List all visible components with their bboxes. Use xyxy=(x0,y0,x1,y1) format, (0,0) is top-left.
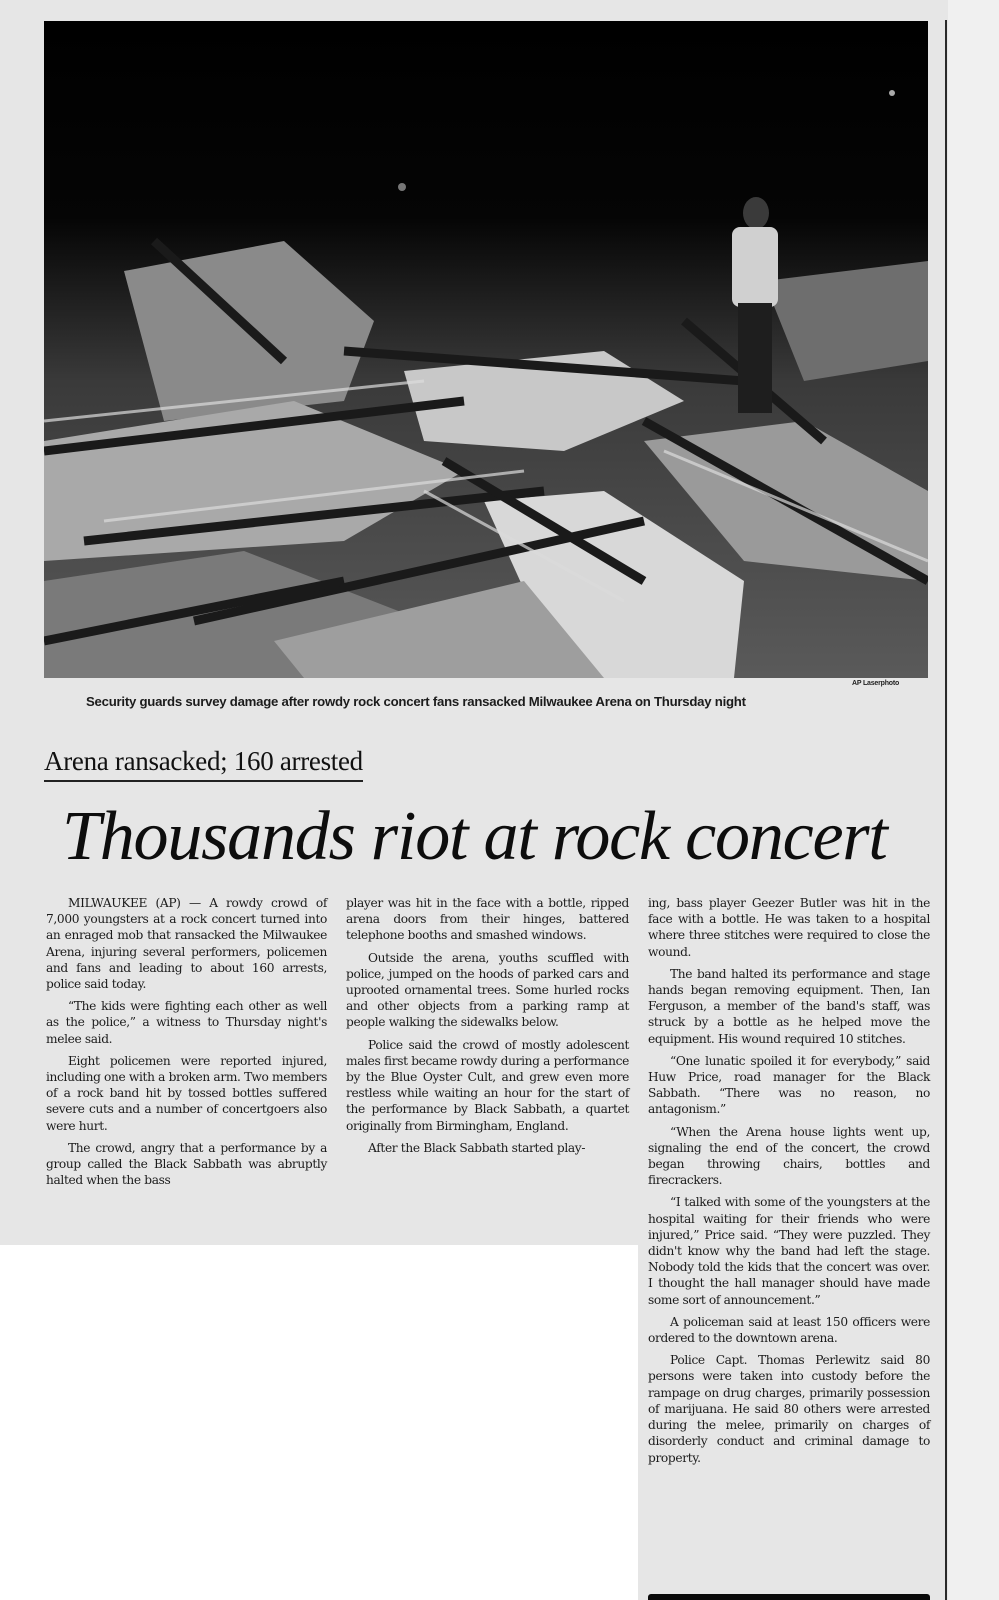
photo-caption: Security guards survey damage after rowdy rock concert fans ransacked Milwaukee Arena on Thursday night xyxy=(86,694,746,709)
paragraph: “When the Arena house lights went up, signaling the end of the concert, the crowd began throwing chairs, bottles and firecrackers. xyxy=(648,1124,930,1188)
blank-cropped-area xyxy=(0,1245,638,1600)
next-photo-edge xyxy=(648,1594,930,1600)
column-rule xyxy=(945,20,947,1600)
right-margin xyxy=(948,0,999,1600)
paragraph: MILWAUKEE (AP) — A rowdy crowd of 7,000 youngsters at a rock concert turned into an enraged mob that ransacked the Milwaukee Arena, injuring several performers, policemen and fans and leading to about 160 arrests, police said today. xyxy=(46,896,327,992)
paragraph: Outside the arena, youths scuffled with police, jumped on the hoods of parked cars and uprooted ornamental trees. Some hurled rocks and other objects from a parking ramp at people walking the sidewalks below. xyxy=(346,950,629,1030)
paragraph: After the Black Sabbath started play- xyxy=(368,1140,586,1155)
article-column-3 xyxy=(648,895,930,1472)
paragraph: “The kids were fighting each other as well as the police,” a witness to Thursday night's melee said. xyxy=(46,999,327,1046)
article-column-2 xyxy=(346,895,629,1162)
arena-wreckage-image xyxy=(44,21,928,678)
kicker-headline: Arena ransacked; 160 arrested xyxy=(44,746,363,782)
article-column-1 xyxy=(46,895,327,1194)
paragraph: “One lunatic spoiled it for everybody,” said Huw Price, road manager for the Black Sabbath. “There was no reason, no antagonism.” xyxy=(648,1053,930,1117)
paragraph: player was hit in the face with a bottle, ripped arena doors from their hinges, battered telephone booths and smashed windows. xyxy=(346,896,629,943)
main-headline: Thousands riot at rock concert xyxy=(62,798,887,875)
paragraph: The crowd, angry that a performance by a group called the Black Sabbath was abruptly halted when the bass xyxy=(46,1140,327,1188)
paragraph: The band halted its performance and stage hands began removing equipment. Then, Ian Ferguson, a member of the band's staff, was struck by a bottle as he helped move the equipment. His wound required 10 stitches. xyxy=(648,966,930,1046)
news-photo xyxy=(44,21,928,678)
paragraph: Police said the crowd of mostly adolescent males first became rowdy during a performance by the Blue Oyster Cult, and grew even more restless while waiting an hour for the start of the performance by Black Sabbath, a quartet originally from Birmingham, England. xyxy=(346,1037,629,1133)
paragraph: Police Capt. Thomas Perlewitz said 80 persons were taken into custody before the rampage on drug charges, primarily possession of marijuana. He said 80 others were arrested during the melee, primarily on charges of disorderly conduct and criminal damage to property. xyxy=(648,1353,930,1465)
photo-credit: AP Laserphoto xyxy=(852,680,900,687)
paragraph: Eight policemen were reported injured, including one with a broken arm. Two members of a rock band hit by tossed bottles suffered severe cuts and a number of concertgoers also were hurt. xyxy=(46,1053,327,1133)
paragraph: ing, bass player Geezer Butler was hit in the face with a bottle. He was taken to a hospital where three stitches were required to close the wound. xyxy=(648,896,930,959)
paragraph: “I talked with some of the youngsters at the hospital waiting for their friends who were injured,” Price said. “They were puzzled. They didn't know why the band had left the stage. Nobody told the kids that the concert was over. I thought the hall manager should have made some sort of announcement.” xyxy=(648,1195,930,1307)
paragraph: A policeman said at least 150 officers were ordered to the downtown arena. xyxy=(648,1314,930,1346)
